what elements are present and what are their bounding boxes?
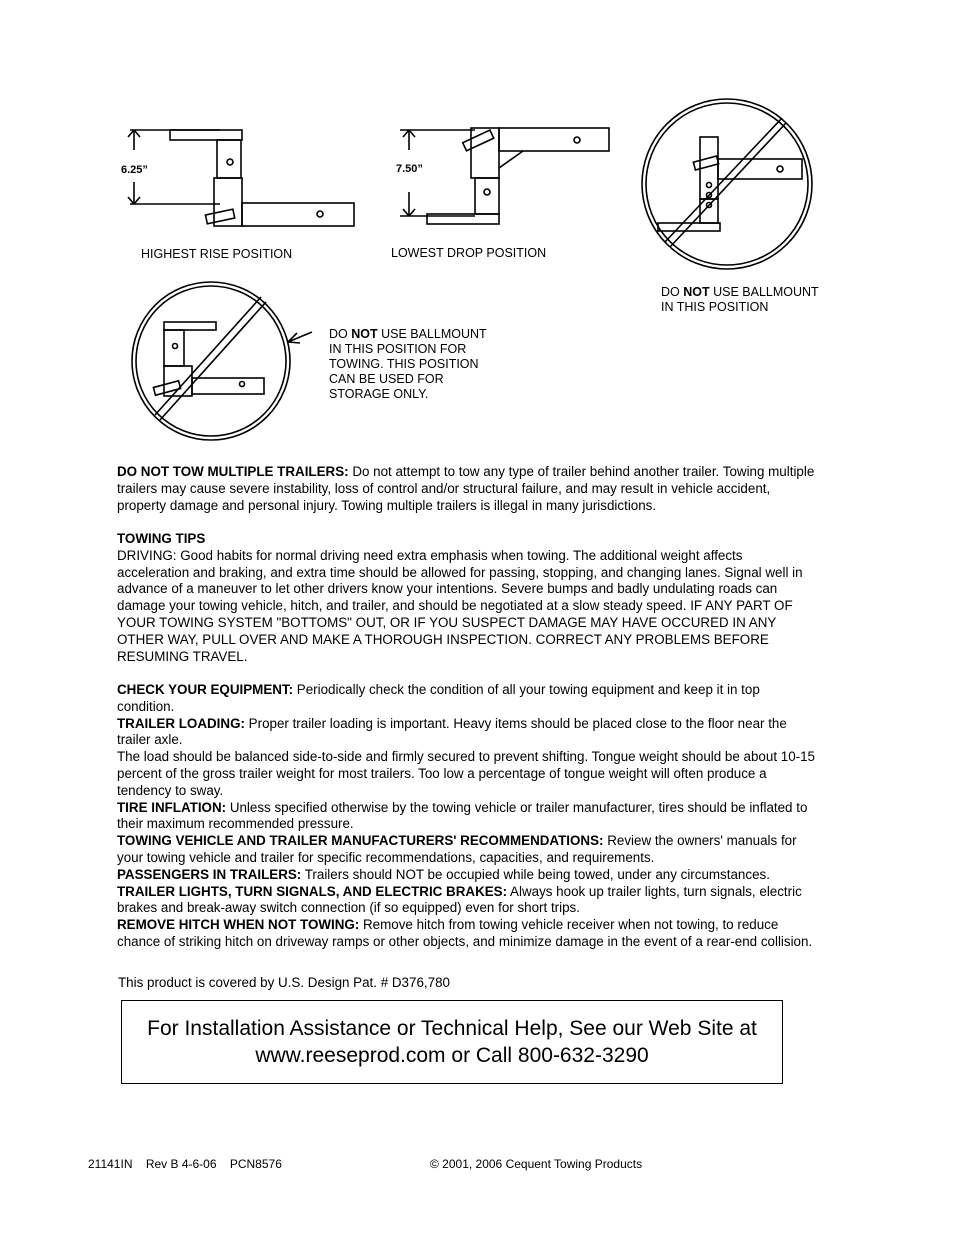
tip-text: Unless specified otherwise by the towing vehicle or trailer manufacturer, tires should be inflated to their maximum recommended pressure.	[117, 799, 808, 832]
highest-rise-diagram	[120, 120, 360, 235]
towing-tips-section	[117, 531, 817, 665]
lowest-measurement: 7.50”	[396, 163, 423, 175]
warning-right-text-bold: NOT	[683, 285, 710, 299]
multiple-trailers-section	[117, 464, 817, 514]
tip-text: Proper trailer loading is important. Heavy items should be placed close to the floor near the trailer axle.	[117, 715, 787, 748]
highest-measurement: 6.25”	[121, 164, 148, 176]
warning-right-caption	[661, 285, 819, 315]
tip-item	[117, 833, 817, 867]
tips-list	[117, 682, 817, 951]
tip-heading: PASSENGERS IN TRAILERS:	[117, 866, 302, 882]
tip-text: The load should be balanced side-to-side and firmly secured to prevent shifting. Tongue weight should be about 10-15 percent of the gross trailer weight for most trailers. Too low a percentage of tongue weight will often produce a tendency to sway.	[117, 749, 816, 798]
tip-item	[117, 716, 817, 750]
warning-right-text-post: USE BALLMOUNT	[709, 285, 819, 299]
tip-item	[117, 800, 817, 834]
tip-text: Periodically check the condition of all your towing equipment and keep it in top condition.	[117, 682, 760, 714]
warning-right-text-line2: IN THIS POSITION	[661, 300, 769, 314]
multiple-trailers-heading: DO NOT TOW MULTIPLE TRAILERS:	[117, 464, 349, 479]
footer-copyright: © 2001, 2006 Cequent Towing Products	[430, 1157, 643, 1171]
storage-only-diagram-left	[130, 280, 330, 445]
warning-left-text-bold: NOT	[351, 327, 378, 341]
warning-right-text-pre: DO	[661, 285, 684, 299]
tip-heading: TRAILER LOADING:	[117, 715, 245, 731]
patent-notice: This product is covered by U.S. Design Pat. # D376,780	[118, 975, 450, 990]
tip-heading: TOWING VEHICLE AND TRAILER MANUFACTURERS' RECOMMENDATIONS:	[117, 833, 604, 849]
lowest-drop-diagram	[395, 120, 615, 230]
tip-text: Trailers should NOT be occupied while being towed, under any circumstances.	[301, 866, 770, 882]
warning-left-text-pre: DO	[329, 327, 352, 341]
tip-heading: CHECK YOUR EQUIPMENT:	[117, 682, 294, 697]
towing-tips-heading-row	[117, 531, 817, 548]
warning-left-line-2: TOWING. THIS POSITION	[329, 357, 479, 371]
help-line-2: www.reeseprod.com or Call 800-632-3290	[255, 1044, 649, 1067]
tip-heading: TRAILER LIGHTS, TURN SIGNALS, AND ELECTRIC BRAKES:	[117, 883, 508, 899]
tip-item	[117, 749, 817, 799]
multiple-trailers-paragraph	[117, 464, 817, 514]
help-box	[121, 1000, 783, 1084]
tip-text: Always hook up trailer lights, turn signals, electric brakes and break-away switch connection (if so equipped) even for short trips.	[117, 883, 802, 916]
lowest-drop-caption: LOWEST DROP POSITION	[391, 246, 547, 260]
help-line-1: For Installation Assistance or Technical Help, See our Web Site at	[147, 1017, 757, 1040]
warning-left-line-3: CAN BE USED FOR	[329, 372, 444, 386]
driving-paragraph: DRIVING: Good habits for normal driving need extra emphasis when towing. The additional weight affects acceleration and braking, and extra time should be allowed for passing, stopping, and changing lanes. Signal well in advance of a maneuver to let other drivers know your intentions. Severe bumps and badly undulating roads can damage your towing vehicle, hitch, and trailer, and should be negotiated at a slow steady speed. IF ANY PART OF YOUR TOWING SYSTEM "BOTTOMS" OUT, OR IF YOU SUSPECT DAMAGE MAY HAVE OCCURED IN ANY OTHER WAY, PULL OVER AND MAKE A THOROUGH INSPECTION. CORRECT ANY PROBLEMS BEFORE RESUMING TRAVEL.	[117, 547, 803, 664]
highest-rise-caption: HIGHEST RISE POSITION	[141, 247, 293, 261]
towing-tips-heading: TOWING TIPS	[117, 531, 206, 546]
tip-item	[117, 867, 817, 884]
warning-left-line-1: IN THIS POSITION FOR	[329, 342, 467, 356]
tip-item	[117, 682, 817, 716]
warning-left-line-4: STORAGE ONLY.	[329, 387, 429, 401]
multiple-trailers-text: Do not attempt to tow any type of trailer behind another trailer. Towing multiple trailers may cause severe instability, loss of control and/or structural failure, and may result in vehicle accident, property damage and personal injury. Towing multiple trailers is illegal in many jurisdictions.	[117, 464, 815, 513]
footer-doc-id: 21141IN Rev B 4-6-06 PCN8576	[88, 1157, 282, 1171]
tip-heading: TIRE INFLATION:	[117, 799, 227, 815]
prohibited-position-diagram-right	[640, 97, 815, 272]
tip-item	[117, 884, 817, 918]
tip-text: Review the owners' manuals for your towing vehicle and trailer for specific recommendations, capacities, and requirements.	[117, 833, 797, 865]
tip-item	[117, 917, 817, 951]
warning-left-text-post: USE BALLMOUNT	[377, 327, 487, 341]
tip-heading: REMOVE HITCH WHEN NOT TOWING:	[117, 917, 360, 933]
tip-text: Remove hitch from towing vehicle receiver when not towing, to reduce chance of striking hitch on driveway ramps or other objects, and minimize damage in the event of a rear-end collision.	[117, 917, 813, 949]
warning-left-caption	[329, 327, 487, 402]
